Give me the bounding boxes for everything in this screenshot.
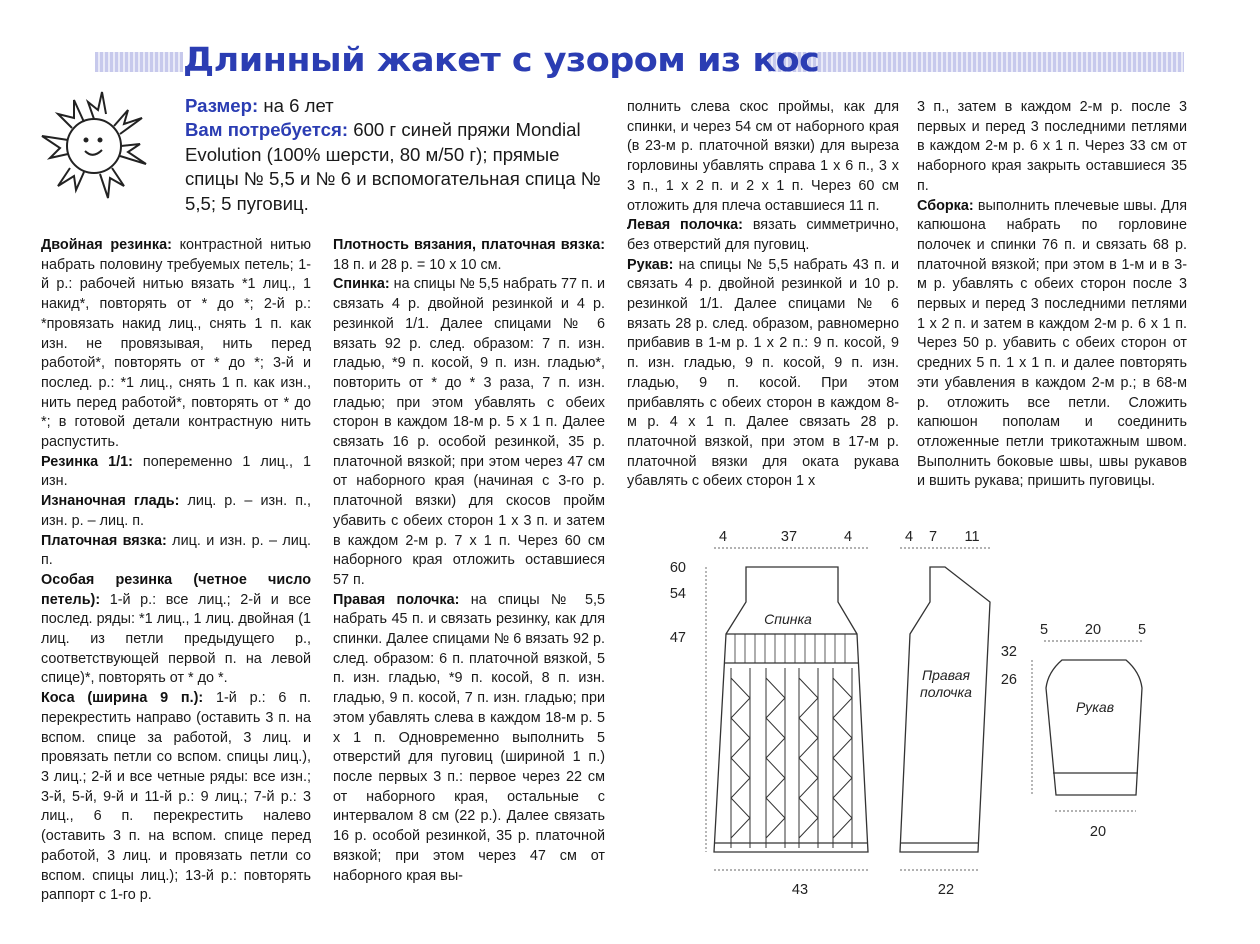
back-top-dim-3: 4 [843,529,853,545]
sleeve-top-dim-3: 5 [1137,622,1147,638]
sleeve-top-dim-1: 5 [1039,622,1049,638]
paragraph-heading: Резинка 1/1: [41,453,133,470]
front-top-dim-2: 7 [928,529,938,545]
sleeve-left-dim-2: 26 [1000,672,1017,688]
front-piece [900,567,990,852]
paragraph-heading: Платочная вязка: [41,532,167,549]
paragraph-text: попеременно 1 лиц., 1 изн. [41,453,311,490]
paragraph-text: 3 п., затем в каждом 2-м р. после 3 первых и перед 3 последними петлями в каждом 2-м р. 6 х 1 п. Через 33 см от наборного края закрыть оставшиеся 35 п. [917,99,1187,194]
size-value: на 6 лет [258,95,334,116]
paragraph-heading: Двойная резинка: [41,237,172,253]
paragraph-text: лиц. р. – изн. п., изн. р. – лиц. п. [41,493,311,529]
page-title: Длинный жакет с узором из кос [183,40,820,79]
paragraph-heading: Правая полочка: [333,591,460,608]
front-label-line-1: Правая [922,667,970,683]
back-top-dim-1: 4 [718,529,728,545]
need-value: 600 г синей пряжи Mondial Evolution (100% шерсти, 80 м/50 г); прямые спицы № 5,5 и № 6 и вспомогательная спица № 5,5; 5 пуговиц. [185,119,601,214]
paragraph-text: на спицы № 5,5 набрать 77 п. и связать 4 р. двойной резинкой и 4 р. резинкой 1/1. Далее спицами № 6 вязать 92 р. след. образом: 7 п. изн. гладью, *9 п. косой, 9 п. изн. гладью*, повторить от * до * 3 раза, 7 п. изн. гладью; при этом убавлять с обеих сторон в каждом 18-м р. 5 х 1 п. Далее связать 16 р. особой резинкой, 35 р. платочной вязкой; при этом через 47 см от наборного края (начиная с 3-го р. платочной вязки) для скосов пройм убавить с обеих сторон 1 х 3 п. и затем в каждом 2-м р. 7 х 1 п. Через 60 см наборного края отложить оставшиеся 57 п. [333,276,605,588]
paragraph-text: полнить слева скос проймы, как для спинки, и через 54 см от наборного края (в 23-м р. платочной вязки) для выреза горловины убавлять справа 1 х 6 п., 3 х 3 п., 1 х 2 п. и 2 х 1 п. Через 60 см отложить для плеча оставшиеся 11 п. [627,99,899,214]
need-label: Вам потребуется: [185,119,349,141]
paragraph-heading: Плотность вязания, платочная вязка: [333,237,605,253]
back-bottom-dim: 43 [791,882,809,898]
paragraph-text: 1-й р.: 6 п. перекрестить направо (оставить 3 п. на вспом. спице за работой, 3 лиц. и провязать петли со вспом. спицы лиц.), 3 лиц.; 2-й и все четные ряды: все изн.; 3-й, 5-й, 9-й и 11-й р.: 9 лиц.; 7-й р.: 3 лиц., 6 п. перекрестить налево (оставить 3 п. на вспом. спице перед работой, 3 лиц. и провязать петли со вспом. спицы лиц.); 13-й р.: повторять раппорт с 1-го р. [41,690,312,904]
back-top-dim-2: 37 [780,529,798,545]
back-left-dim-3: 47 [669,630,686,646]
back-label: Спинка [764,611,812,627]
front-label-line-2: полочка [920,684,972,700]
paragraph-text: лиц. и изн. р. – лиц. п. [41,532,312,569]
paragraph-heading: Рукав: [627,256,674,273]
back-left-dim-2: 54 [669,586,686,602]
back-left-dim-1: 60 [669,560,686,576]
paragraph-text: 18 п. и 28 р. = 10 х 10 см. [333,256,502,273]
front-bottom-dim: 22 [937,882,955,898]
paragraph-text: на спицы № 5,5 набрать 45 п. и связать резинку, как для спинки. Далее спицами № 6 вязать 92 р. след. образом: 6 п. платочной вязкой, 5 п. изн. гладью, *9 п. косой, 8 п. изн. гладью, 9 п. косой, 7 п. изн. гладью; при этом убавлять слева в каждом 18-м р. 5 х 1 п. Одновременно выполнить 5 отверстий для пуговиц (шириной 1 п.) после первых 3 п.: первое через 22 см от наборного края, остальные с интервалом 8 см (22 р.). Далее связать 16 р. особой резинкой, 35 р. платочной вязкой; при этом через 47 см от наборного края вы- [333,591,606,884]
paragraph-text: на спицы № 5,5 набрать 43 п. и связать 4 р. двойной резинкой и 10 р. резинкой 1/1. Далее спицами № 6 вязать 28 р. след. образом, равномерно прибавив в 1-м р. 1 х 2 п.: 9 п. косой, 9 п. изн. гладью, 9 п. косой, 9 п. изн. гладью, 9 п. косой. При этом прибавлять с обеих сторон в каждом 8-м р. 4 х 1 п. Далее связать 28 р. платочной вязкой, при этом в 17-м р. платочной вязки для оката рукава убавлять с обеих сторон 1 х [627,256,899,490]
paragraph-heading: Спинка: [333,276,390,293]
sleeve-left-dim-1: 32 [1000,644,1017,660]
sleeve-top-dim-2: 20 [1084,622,1102,638]
front-top-dim-1: 4 [904,529,914,545]
paragraph-heading: Левая полочка: [627,217,743,234]
paragraph-text: вязать симметрично, без отверстий для пуговиц. [627,217,899,253]
size-label: Размер: [185,95,259,116]
paragraph-heading: Сборка: [917,197,974,214]
paragraph-heading: Изнаночная гладь: [41,493,180,510]
paragraph-heading: Особая резинка (четное число петель): [41,571,311,608]
back-piece [714,567,868,852]
sleeve-bottom-dim: 20 [1089,824,1107,840]
sleeve-piece [1046,660,1142,795]
paragraph-text: 1-й р.: все лиц.; 2-й и все послед. ряды: *1 лиц., 1 лиц. двойная (1 лиц. из петли предыдущего р., соответствующей первой п. на левой спице)*, повторять от * до *. [41,591,311,687]
paragraph-text: контрастной нитью набрать половину требуемых петель; 1-й р.: рабочей нитью вязать *1 лиц., 1 накид*, повторять от * до *; 2-й р.: *провязать накид лиц., снять 1 п. как изн. не провязывая, нить перед работой*, повторять от * до *; 3-й и послед. р.: *1 лиц., снять 1 п. как изн., нить перед работой*, повторять от * до *; в готовой детали контрастную нить распустить. [41,237,311,451]
paragraph-heading: Коса (ширина 9 п.): [41,690,204,707]
sleeve-label: Рукав [1075,699,1115,715]
paragraph-text: выполнить плечевые швы. Для капюшона набрать по горловине полочек и спинки 76 п. и связать 68 р. платочной вязкой; при этом в 1-м и в 3-м р. убавлять с обеих сторон после 3 первых и перед 3 последними петлями 1 х 2 п. и затем в каждом 2-м р. 6 х 1 п. Через 50 р. убавить с обеих сторон от средних 5 п. 1 х 1 п. и далее повторять эти убавления в каждом 2-м р.; в 68-м р. отложить все петли. Сложить капюшон пополам и соединить отложенные петли трикотажным швом. Выполнить боковые швы, швы рукавов и вшить рукава; пришить пуговицы. [917,197,1187,490]
front-top-dim-3: 11 [964,529,980,545]
